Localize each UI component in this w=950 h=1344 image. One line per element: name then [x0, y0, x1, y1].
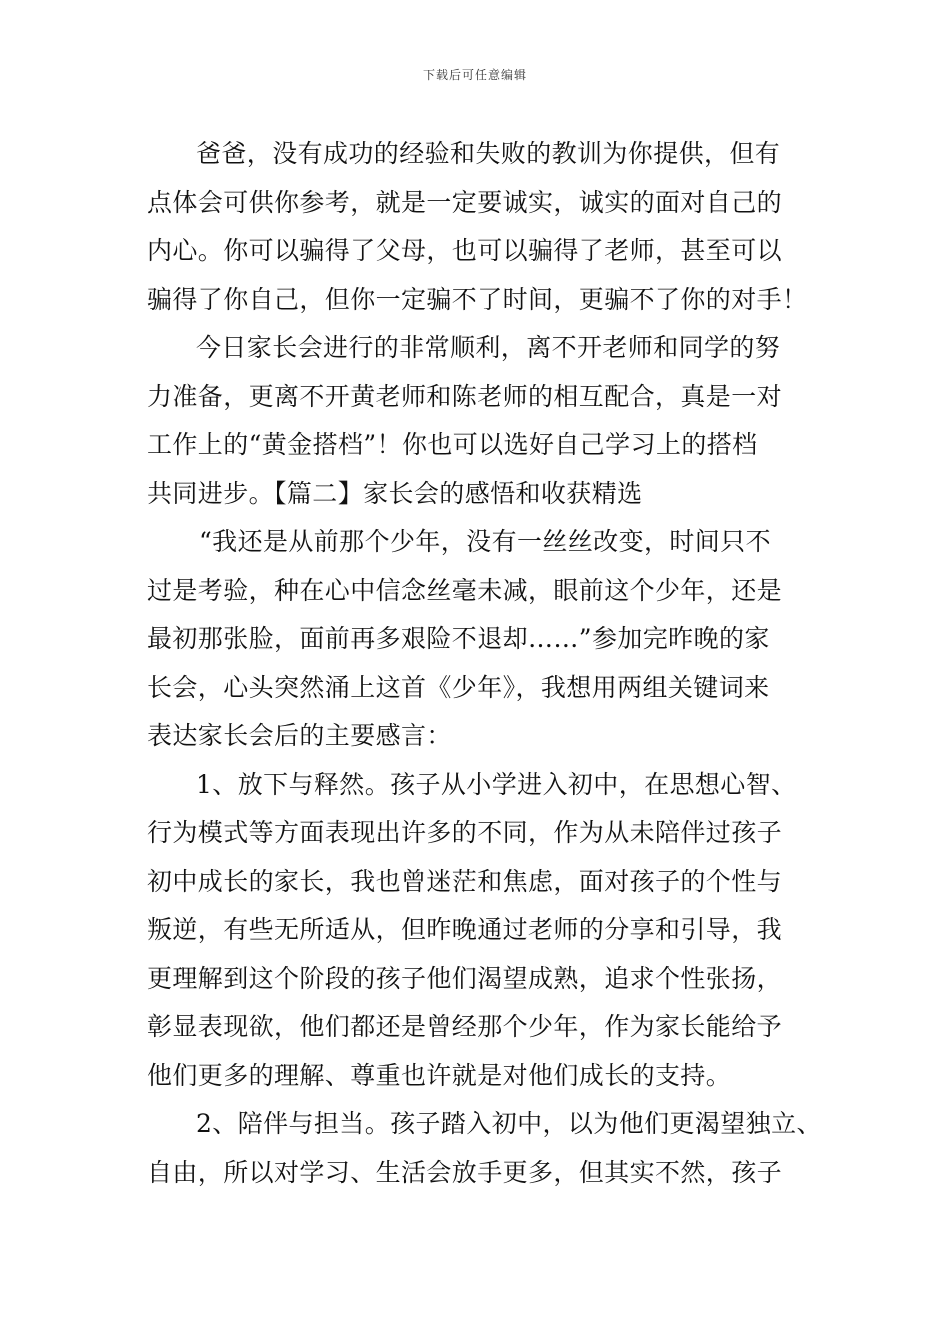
- text-line: 爸爸，没有成功的经验和失败的教训为你提供，但有: [196, 139, 781, 168]
- text-line: 骗得了你自己，但你一定骗不了时间，更骗不了你的对手！: [147, 284, 808, 314]
- text-line: 今日家长会进行的非常顺利，离不开老师和同学的努: [196, 333, 781, 362]
- text-line: 彰显表现欲，他们都还是曾经那个少年，作为家长能给予: [147, 1012, 783, 1041]
- text-line: “我还是从前那个少年，没有一丝丝改变，时间只不: [199, 527, 771, 556]
- text-line: 长会，心头突然涌上这首《少年》，我想用两组关键词来: [147, 672, 770, 702]
- text-line: 工作上的“黄金搭档”！你也可以选好自己学习上的搭档: [147, 430, 758, 459]
- text-line: 2、陪伴与担当。孩子踏入初中，以为他们更渴望独立、: [196, 1109, 822, 1138]
- page-header-note: 下载后可任意编辑: [422, 68, 527, 82]
- text-line: 力准备，更离不开黄老师和陈老师的相互配合，真是一对: [147, 381, 783, 411]
- text-line: 更理解到这个阶段的孩子他们渴望成熟，追求个性张扬，: [147, 963, 783, 993]
- text-line: 自由，所以对学习、生活会放手更多，但其实不然，孩子: [147, 1157, 783, 1187]
- text-line: 点体会可供你参考，就是一定要诚实，诚实的面对自己的: [147, 187, 783, 217]
- text-line: 共同进步。【篇二】家长会的感悟和收获精选: [147, 478, 643, 508]
- text-line: 表达家长会后的主要感言：: [147, 721, 452, 750]
- text-line: 行为模式等方面表现出许多的不同，作为从未陪伴过孩子: [147, 818, 783, 847]
- text-line: 叛逆，有些无所适从，但昨晚通过老师的分享和引导，我: [147, 915, 783, 944]
- document-body: [147, 130, 827, 1197]
- text-line: 1、放下与释然。孩子从小学进入初中，在思想心智、: [196, 769, 797, 799]
- text-line: 内心。你可以骗得了父母，也可以骗得了老师，甚至可以: [147, 236, 783, 265]
- text-line: 初中成长的家长，我也曾迷茫和焦虑，面对孩子的个性与: [147, 866, 783, 896]
- text-line: 他们更多的理解、尊重也许就是对他们成长的支持。: [147, 1060, 732, 1090]
- text-line: 最初那张脸，面前再多艰险不退却……”参加完昨晚的家: [147, 624, 770, 653]
- text-line: 过是考验，种在心中信念丝毫未减，眼前这个少年，还是: [147, 575, 783, 605]
